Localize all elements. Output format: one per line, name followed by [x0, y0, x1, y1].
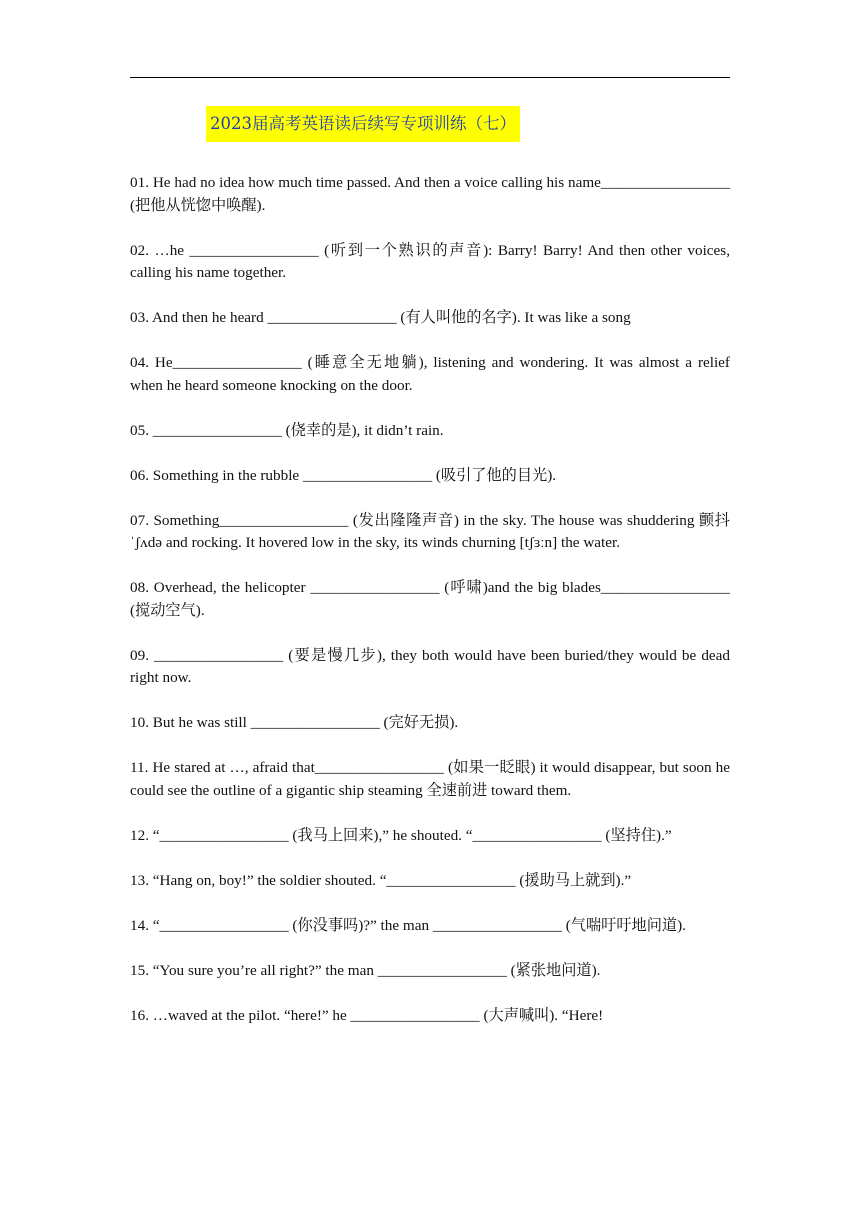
exercise-item-06: 06. Something in the rubble _________________ (吸引了他的目光).: [130, 466, 557, 484]
exercise-item-11: 11. He stared at …, afraid that_________________ (如果一眨眼) it would disappear, but soon he could see the outline of a gigantic ship steaming 全速前进 toward them.: [130, 759, 730, 799]
header-rule: [130, 77, 730, 78]
exercise-item-01: 01. He had no idea how much time passed. And then a voice calling his name_________________ (把他从恍惚中唤醒).: [130, 174, 730, 214]
document-title: 2023届高考英语读后续写专项训练（七）: [210, 114, 516, 133]
exercise-item-08: 08. Overhead, the helicopter _________________ (呼啸)and the big blades_________________ (搅动空气).: [130, 579, 730, 619]
exercise-item-04: 04. He_________________ (睡意全无地躺), listening and wondering. It was almost a relief when he heard someone knocking on the door.: [130, 354, 730, 394]
exercise-item-16: 16. …waved at the pilot. “here!” he _________________ (大声喊叫). “Here!: [130, 1006, 604, 1024]
exercise-item-12: 12. “_________________ (我马上回来),” he shouted. “_________________ (坚持住).”: [130, 826, 672, 844]
exercise-item-13: 13. “Hang on, boy!” the soldier shouted. “_________________ (援助马上就到).”: [130, 871, 632, 889]
exercise-item-14: 14. “_________________ (你没事吗)?” the man _________________ (气喘吁吁地问道).: [130, 916, 686, 934]
exercise-item-09: 09. _________________ (要是慢几步), they both would have been buried/they would be dead right now.: [130, 646, 730, 686]
exercise-item-02: 02. …he _________________ (听到一个熟识的声音): Barry! Barry! And then other voices, calling his name together.: [130, 241, 730, 281]
exercise-item-03: 03. And then he heard _________________ (有人叫他的名字). It was like a song: [130, 309, 631, 326]
exercise-item-07: 07. Something_________________ (发出隆隆声音) in the sky. The house was shuddering 颤抖 ˈʃʌdə and rocking. It hovered low in the sky, its winds churning [tʃɜːn] the water.: [130, 511, 730, 551]
exercise-list: [130, 172, 730, 1027]
title-highlight: [206, 106, 520, 142]
exercise-item-15: 15. “You sure you’re all right?” the man _________________ (紧张地问道).: [130, 961, 601, 979]
exercise-item-05: 05. _________________ (侥幸的是), it didn’t rain.: [130, 421, 444, 439]
exercise-item-10: 10. But he was still _________________ (完好无损).: [130, 714, 459, 731]
